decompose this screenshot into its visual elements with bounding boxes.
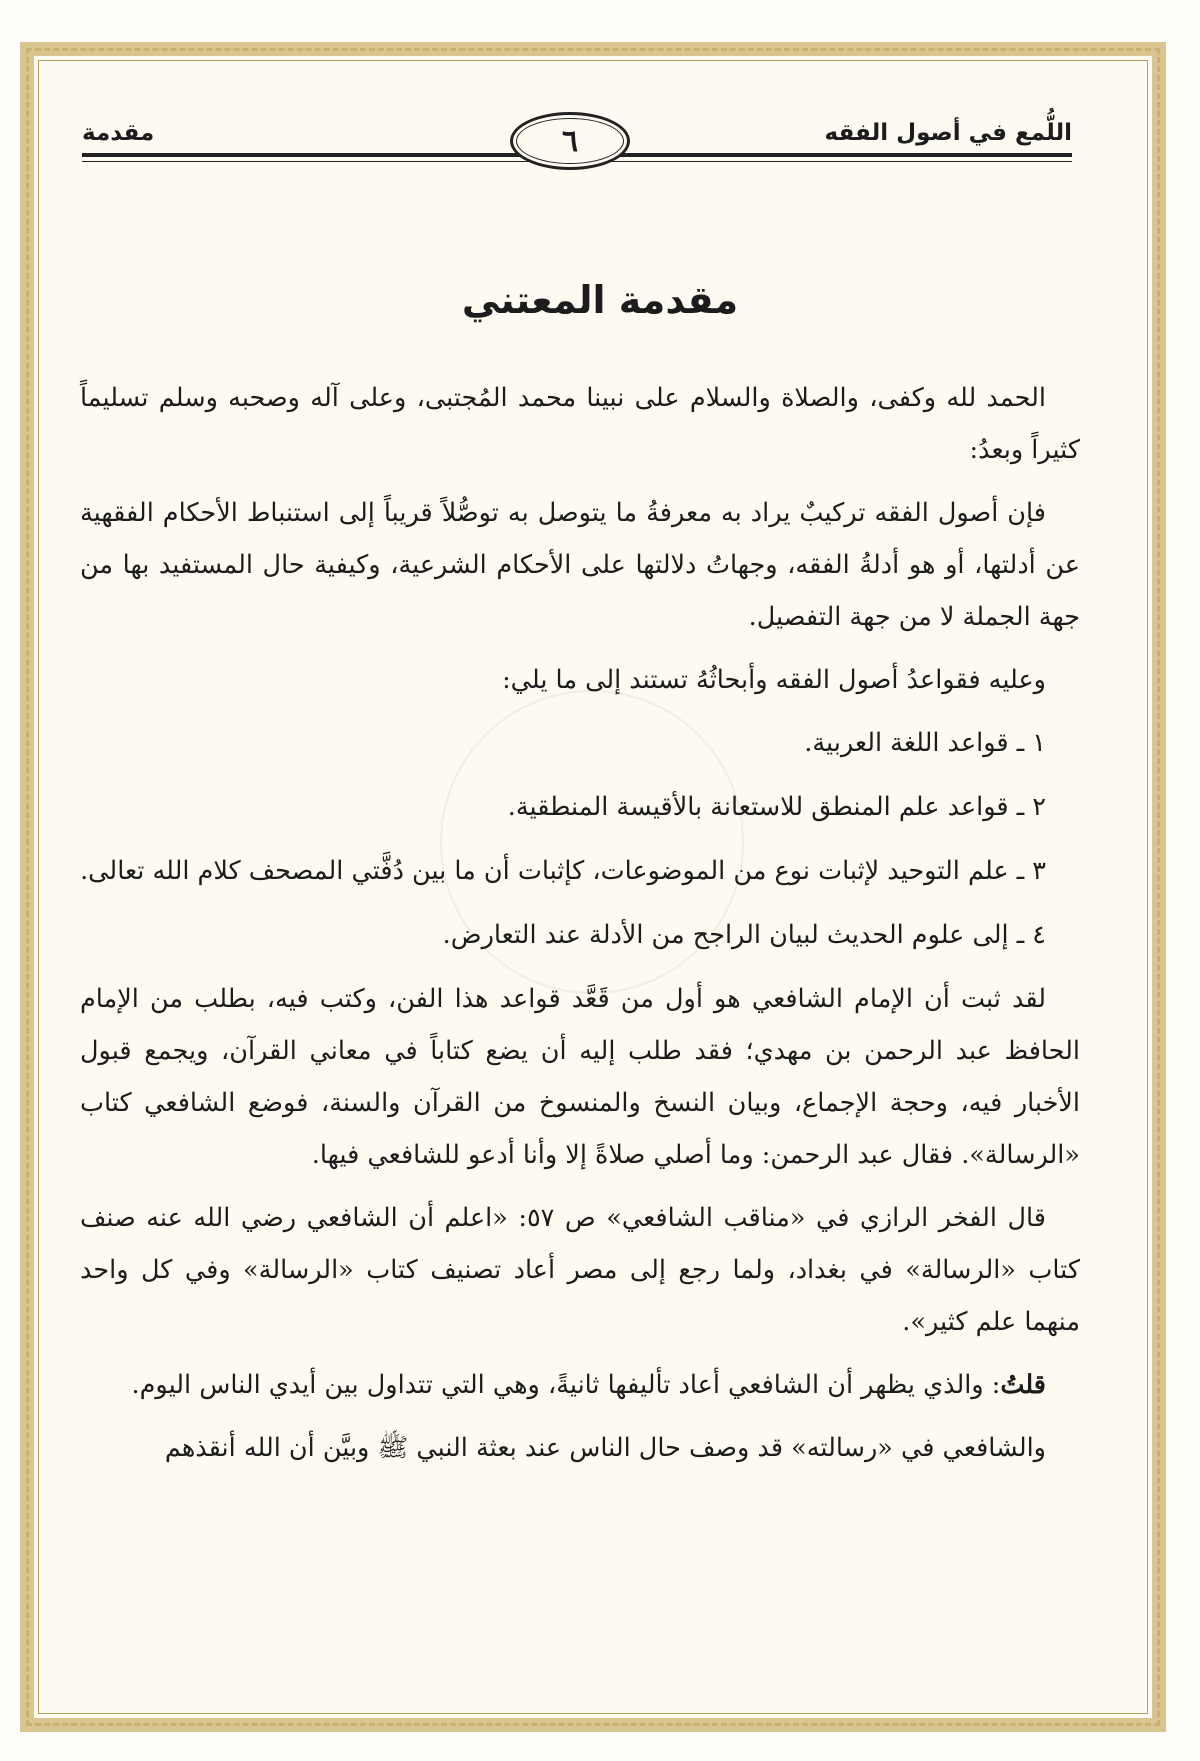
paragraph: الحمد لله وكفى، والصلاة والسلام على نبينا محمد المُجتبى، وعلى آله وصحبه وسلم تسليماً كثيراً وبعدُ: [80, 383, 1080, 465]
list-item: ١ ـ قواعد اللغة العربية. [804, 728, 1046, 758]
paragraph [80, 1359, 1080, 1411]
paragraph: قال الفخر الرازي في «مناقب الشافعي» ص ٥٧: «اعلم أن الشافعي رضي الله عنه صنف كتاب «الرسالة» في بغداد، ولما رجع إلى مصر أعاد تصنيف كتاب «الرسالة» وفي كل واحد منهما علم كثير». [80, 1203, 1080, 1337]
list-item: ٣ ـ علم التوحيد لإثبات نوع من الموضوعات، كإثبات أن ما بين دُفَّتي المصحف كلام الله تعالى. [80, 856, 1046, 886]
paragraph-text: : والذي يظهر أن الشافعي أعاد تأليفها ثانيةً، وهي التي تتداول بين أيدي الناس اليوم. [131, 1370, 1001, 1400]
section-title: مقدمة [82, 120, 155, 146]
body-text [80, 372, 1080, 1485]
list-item: ٢ ـ قواعد علم المنطق للاستعانة بالأقيسة المنطقية. [507, 792, 1046, 822]
page-number [510, 112, 630, 170]
page-heading: مقدمة المعتني [461, 278, 739, 322]
paragraph: والشافعي في «رسالته» قد وصف حال الناس عند بعثة النبي ﷺ وبيَّن أن الله أنقذهم [164, 1433, 1046, 1463]
page-number-text: ٦ [561, 123, 579, 159]
paragraph: فإن أصول الفقه تركيبٌ يراد به معرفةُ ما يتوصل به توصُّلاً قريباً إلى استنباط الأحكام الفقهية عن أدلتها، أو هو أدلةُ الفقه، وجهاتُ دلالتها على الأحكام الشرعية، وكيفية حال المستفيد بها من جهة الجملة لا من جهة التفصيل. [80, 498, 1080, 632]
qultu-label: قلتُ [1000, 1370, 1046, 1400]
book-title: اللُّمع في أصول الفقه [824, 120, 1072, 146]
page-header [82, 108, 1072, 178]
paragraph: لقد ثبت أن الإمام الشافعي هو أول من قَعَّد قواعد هذا الفن، وكتب فيه، بطلب من الإمام الحافظ عبد الرحمن بن مهدي؛ فقد طلب إليه أن يضع كتاباً في معاني القرآن، ويجمع قبول الأخبار فيه، وحجة الإجماع، وبيان النسخ والمنسوخ من القرآن والسنة، فوضع الشافعي كتاب «الرسالة». فقال عبد الرحمن: وما أصلي صلاةً إلا وأنا أدعو للشافعي فيها. [80, 984, 1080, 1170]
list-item: ٤ ـ إلى علوم الحديث لبيان الراجح من الأدلة عند التعارض. [442, 920, 1046, 950]
paragraph: وعليه فقواعدُ أصول الفقه وأبحاثُهُ تستند إلى ما يلي: [502, 665, 1046, 695]
